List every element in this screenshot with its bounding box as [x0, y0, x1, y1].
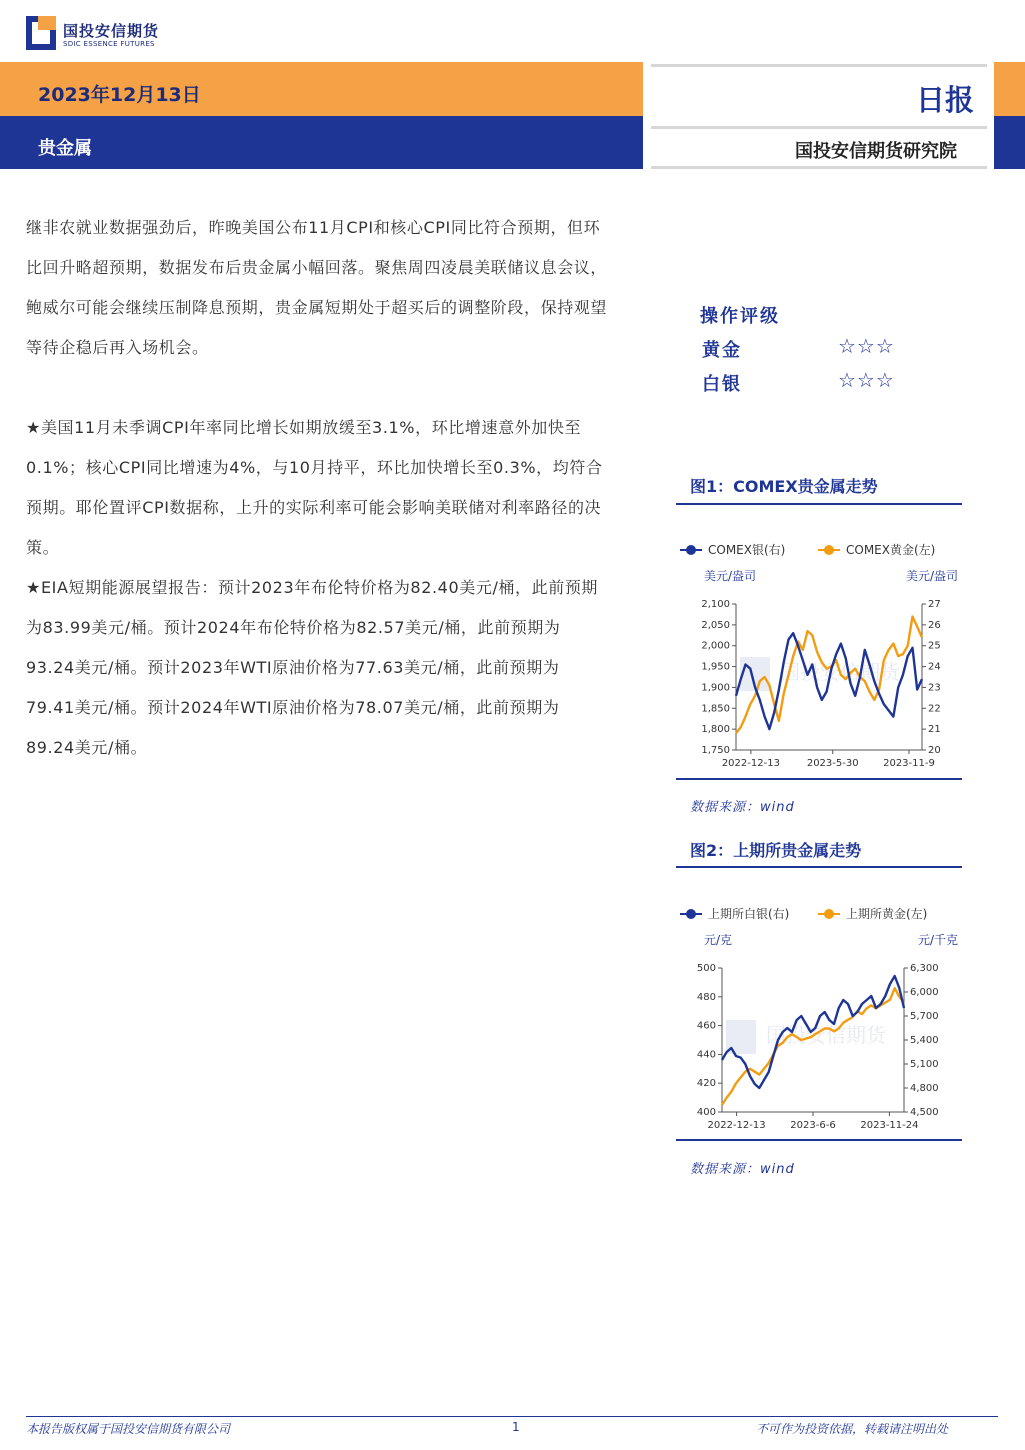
rating-stars-gold: ☆☆☆ — [838, 334, 895, 358]
x-tick-label: 2022-12-13 — [721, 758, 780, 769]
legend-label: COMEX黄金(左) — [846, 543, 936, 557]
edge-accent — [994, 116, 1025, 169]
header-divider — [651, 166, 987, 169]
legend-marker — [824, 545, 834, 555]
shfe-chart — [676, 898, 962, 1138]
header-divider — [651, 64, 987, 67]
right-tick-label: 4,800 — [910, 1083, 939, 1094]
rating-stars-silver: ☆☆☆ — [838, 368, 895, 392]
brand-name-en: SDIC ESSENCE FUTURES — [63, 40, 155, 48]
figure2-title: 图2：上期所贵金属走势 — [690, 841, 862, 860]
x-tick-label: 2023-11-9 — [883, 758, 935, 769]
figure2-source: 数据来源：wind — [690, 1162, 795, 1177]
x-tick-label: 2023-5-30 — [806, 758, 859, 769]
right-tick-label: 24 — [928, 661, 941, 673]
left-tick-label: 480 — [696, 991, 716, 1003]
rating-label-silver: 白银 — [702, 374, 742, 395]
right-tick-label: 6,000 — [910, 987, 939, 998]
left-tick-label: 1,950 — [701, 661, 730, 673]
left-tick-label: 2,000 — [701, 640, 730, 652]
footer-copyright: 本报告版权属于国投安信期货有限公司 — [26, 1422, 231, 1436]
left-tick-label: 1,800 — [701, 724, 730, 736]
rating-label-gold: 黄金 — [702, 340, 742, 361]
watermark-text: 国投安信期货 — [780, 660, 900, 684]
left-tick-label: 500 — [696, 963, 716, 974]
cpi-paragraph: ★美国11月未季调CPI年率同比增长如期放缓至3.1%，环比增速意外加快至0.1%；核心CPI同比增速为4%，与10月持平，环比加快增长至0.3%，均符合预期。耶伦置评CPI数据称，上升的实际利率可能会影响美联储对利率路径的决策。 — [26, 418, 603, 557]
legend-marker — [824, 909, 834, 919]
watermark-text: 国投安信期货 — [766, 1023, 886, 1047]
left-tick-label: 400 — [696, 1107, 716, 1118]
left-axis-unit: 美元/盎司 — [704, 569, 757, 583]
institute-name: 国投安信期货研究院 — [795, 141, 957, 162]
right-tick-label: 27 — [928, 599, 941, 610]
left-tick-label: 1,750 — [701, 745, 730, 756]
left-tick-label: 2,050 — [701, 619, 730, 631]
right-tick-label: 5,100 — [910, 1059, 939, 1070]
summary-paragraph: 继非农就业数据强劲后，昨晚美国公布11月CPI和核心CPI同比符合预期，但环比回升略超预期，数据发布后贵金属小幅回落。聚焦周四凌晨美联储议息会议，鲍威尔可能会继续压制降息预期，贵金属短期处于超买后的调整阶段，保持观望等待企稳后再入场机会。 — [26, 218, 608, 357]
figure1-source: 数据来源：wind — [690, 800, 795, 815]
legend-marker — [686, 545, 696, 555]
left-axis-unit: 元/克 — [704, 933, 733, 947]
brand-logo-icon — [26, 16, 56, 50]
brand-name: 国投安信期货 — [63, 22, 160, 40]
left-tick-label: 2,100 — [701, 599, 730, 610]
legend-label: 上期所白银(右) — [708, 907, 790, 921]
report-section: 贵金属 — [38, 138, 92, 159]
x-tick-label: 2022-12-13 — [707, 1120, 766, 1131]
header-divider — [651, 126, 987, 129]
right-tick-label: 26 — [928, 619, 941, 631]
x-tick-label: 2023-11-24 — [860, 1120, 919, 1131]
right-tick-label: 4,500 — [910, 1107, 939, 1118]
figure2-top-rule — [676, 866, 962, 868]
left-tick-label: 440 — [696, 1049, 716, 1061]
footer-rule — [26, 1416, 998, 1417]
right-axis-unit: 元/千克 — [917, 933, 958, 947]
right-axis-unit: 美元/盎司 — [905, 569, 958, 583]
x-tick-label: 2023-6-6 — [790, 1120, 836, 1131]
left-tick-label: 420 — [696, 1078, 716, 1090]
right-tick-label: 25 — [928, 640, 941, 652]
figure1-bottom-rule — [676, 778, 962, 780]
report-date: 2023年12月13日 — [38, 84, 201, 106]
section-banner — [0, 116, 643, 169]
right-tick-label: 6,300 — [910, 963, 939, 974]
rating-title: 操作评级 — [700, 306, 780, 327]
right-tick-label: 23 — [928, 682, 941, 694]
right-tick-label: 21 — [928, 724, 941, 736]
left-tick-label: 1,850 — [701, 703, 730, 715]
eia-paragraph: ★EIA短期能源展望报告：预计2023年布伦特价格为82.40美元/桶，此前预期为83.99美元/桶。预计2024年布伦特价格为82.57美元/桶，此前预期为93.24美元/桶。预计2023年WTI原油价格为77.63美元/桶，此前预期为79.41美元/桶。预计2024年WTI原油价格为78.07美元/桶，此前预期为89.24美元/桶。 — [26, 578, 599, 757]
right-tick-label: 5,400 — [910, 1035, 939, 1046]
legend-marker — [686, 909, 696, 919]
legend-label: 上期所黄金(左) — [846, 907, 928, 921]
page-number: 1 — [512, 1420, 520, 1434]
edge-accent — [994, 62, 1025, 116]
footer-disclaimer: 不可作为投资依据，转载请注明出处 — [756, 1422, 949, 1436]
report-type: 日报 — [916, 83, 975, 117]
legend-label: COMEX银(右) — [708, 543, 786, 557]
comex-chart — [676, 534, 962, 776]
right-tick-label: 20 — [928, 745, 941, 756]
figure1-top-rule — [676, 503, 962, 505]
figure2-bottom-rule — [676, 1139, 962, 1141]
right-tick-label: 22 — [928, 703, 941, 715]
left-tick-label: 1,900 — [701, 682, 730, 694]
right-tick-label: 5,700 — [910, 1011, 939, 1022]
figure1-title: 图1：COMEX贵金属走势 — [690, 477, 878, 496]
left-tick-label: 460 — [696, 1020, 716, 1032]
